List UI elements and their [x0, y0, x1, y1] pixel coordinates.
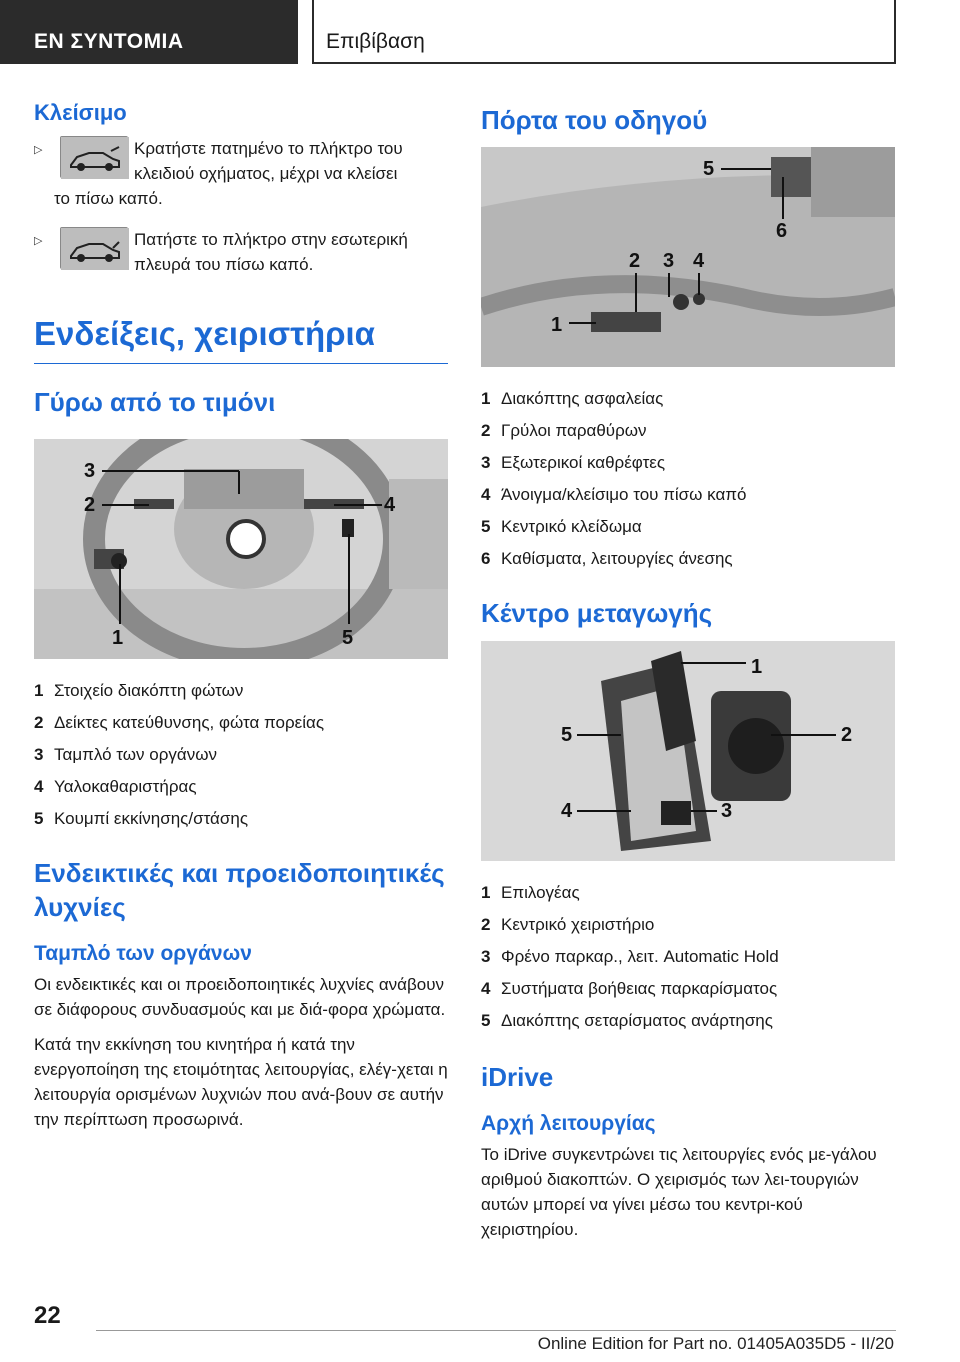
chapter-tab[interactable]: Επιβίβαση	[312, 0, 896, 64]
console-label-3: 3	[721, 799, 733, 822]
right-column	[481, 100, 895, 1252]
steering-list	[34, 675, 448, 835]
list-item: 2 Δείκτες κατεύθυνσης, φώτα πορείας	[34, 713, 325, 733]
steering-heading: Γύρω από το τιμόνι	[34, 387, 276, 417]
door-photo	[481, 147, 895, 367]
list-item: 2 Γρύλοι παραθύρων	[481, 421, 647, 441]
car-trunk-key-icon	[60, 136, 128, 178]
section-tab[interactable]: ΕΝ ΣΥΝΤΟΜΙΑ	[0, 0, 298, 64]
cluster-heading: Ταμπλό των οργάνων	[34, 941, 252, 965]
console-label-1: 1	[751, 655, 763, 678]
idrive-heading: iDrive	[481, 1061, 554, 1092]
car-trunk-button-icon	[60, 227, 128, 269]
footer-divider	[96, 1330, 896, 1331]
warning-lights-heading: Ενδεικτικές και προειδοποιητικές λυχνίες	[34, 858, 445, 922]
closing-step-2	[34, 227, 448, 287]
step-arrow-icon: ▷	[34, 235, 43, 247]
list-item: 5 Κεντρικό κλείδωμα	[481, 517, 642, 537]
page-number: 22	[34, 1302, 61, 1329]
console-photo	[481, 641, 895, 861]
cluster-paragraph-2: Κατά την εκκίνηση του κινητήρα ή κατά την ενεργοποίηση της ετοιμότητας λειτουργίας, ελέγ-χεται η λειτουργία ορισμένων λυχνιών που ανά-βουν σε αυτήν την περίπτωση προσωρινά.	[34, 1034, 448, 1129]
page-header	[0, 0, 960, 66]
steering-photo	[34, 439, 448, 659]
cluster-paragraph-1: Οι ενδεικτικές και οι προειδοποιητικές λυχνίες ανάβουν σε διάφορους συνδυασμούς και με διά-φορα χρώματα.	[34, 974, 446, 1019]
closing-step-1-text: Κρατήστε πατημένο το πλήκτρο του κλειδιού οχήματος, μέχρι να κλείσει	[134, 139, 403, 183]
list-item: 3 Εξωτερικοί καθρέφτες	[481, 453, 666, 473]
list-item: 4 Υαλοκαθαριστήρας	[34, 777, 197, 797]
list-item: 5 Κουμπί εκκίνησης/στάσης	[34, 809, 249, 829]
closing-step-2-text: Πατήστε το πλήκτρο στην εσωτερική πλευρά του πίσω καπό.	[134, 230, 408, 274]
list-item: 1 Διακόπτης ασφαλείας	[481, 389, 664, 409]
section-heading: Ενδείξεις, χειριστήρια	[34, 315, 448, 364]
console-list	[481, 877, 895, 1037]
door-label-1: 1	[551, 314, 563, 337]
closing-step-1-cont: το πίσω καπό.	[54, 189, 163, 208]
console-heading: Κέντρο μεταγωγής	[481, 598, 713, 629]
list-item: 3 Ταμπλό των οργάνων	[34, 745, 217, 765]
console-label-5: 5	[561, 723, 573, 746]
list-item: 3 Φρένο παρκαρ., λειτ. Automatic Hold	[481, 946, 779, 966]
list-item: 1 Στοιχείο διακόπτη φώτων	[34, 681, 244, 701]
console-label-2: 2	[841, 723, 853, 746]
door-heading: Πόρτα του οδηγού	[481, 105, 708, 135]
door-list	[481, 383, 895, 575]
steering-label-3: 3	[84, 460, 96, 483]
closing-step-1	[34, 136, 448, 211]
door-label-5: 5	[703, 158, 715, 181]
door-label-2: 2	[629, 250, 641, 273]
list-item: 4 Συστήματα βοήθειας παρκαρίσματος	[481, 978, 778, 998]
steering-label-4: 4	[384, 494, 396, 517]
step-arrow-icon: ▷	[34, 144, 43, 156]
basic-heading: Αρχή λειτουργίας	[481, 1111, 656, 1135]
steering-label-2: 2	[84, 494, 96, 517]
steering-label-1: 1	[112, 627, 124, 650]
closing-heading: Κλείσιμο	[34, 100, 127, 125]
steering-label-5: 5	[342, 627, 354, 650]
list-item: 4 Άνοιγμα/κλείσιμο του πίσω καπό	[481, 485, 747, 505]
list-item: 5 Διακόπτης σεταρίσματος ανάρτησης	[481, 1010, 773, 1030]
idrive-paragraph: Το iDrive συγκεντρώνει τις λειτουργίες ενός με-γάλου αριθμού διακοπτών. Ο χειρισμός των λει-τουργιών αυτών μπορεί να γίνει μέσω του κεντρι-κού χειριστηρίου.	[481, 1144, 877, 1239]
door-label-3: 3	[663, 250, 675, 273]
console-label-4: 4	[561, 799, 573, 822]
door-label-6: 6	[776, 220, 788, 243]
door-label-4: 4	[693, 250, 705, 273]
list-item: 2 Κεντρικό χειριστήριο	[481, 914, 655, 934]
left-column	[34, 100, 448, 1142]
list-item: 6 Καθίσματα, λειτουργίες άνεσης	[481, 549, 733, 569]
footer-edition: Online Edition for Part no. 01405A035D5 - II/20	[537, 1334, 894, 1353]
list-item: 1 Επιλογέας	[481, 882, 580, 902]
